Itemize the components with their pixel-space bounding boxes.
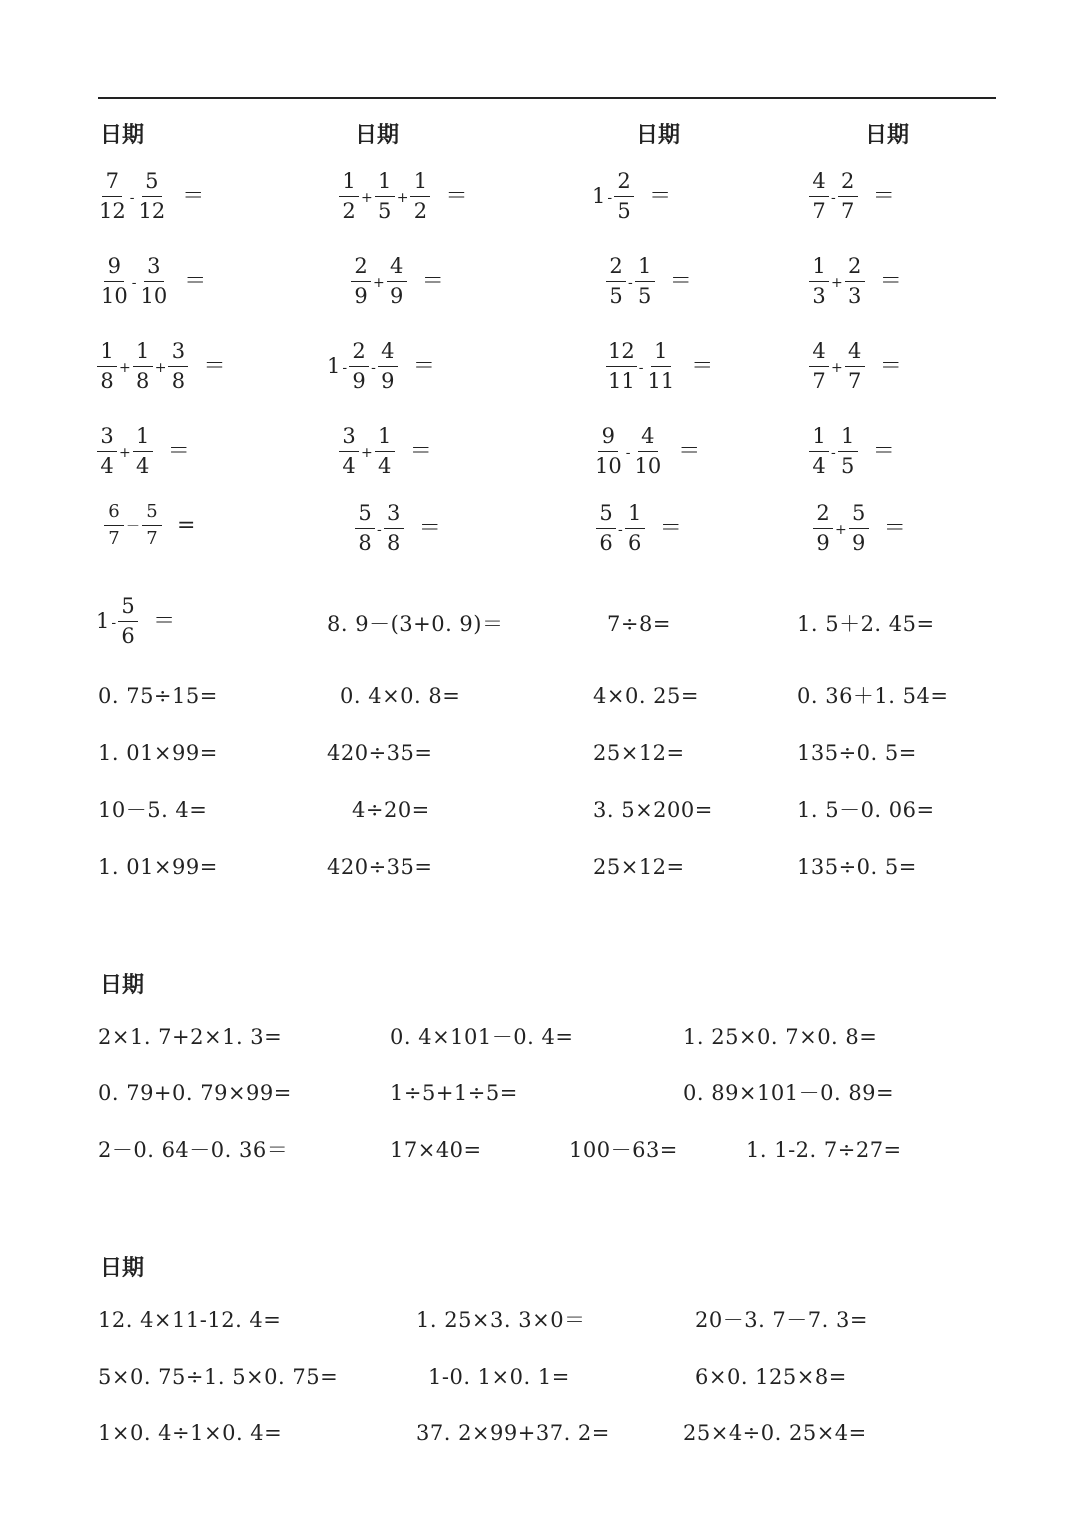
numerator: 1: [809, 256, 829, 282]
denominator: 5: [609, 284, 623, 308]
equals-sign: ＝: [153, 608, 176, 634]
denominator: 9: [352, 369, 366, 393]
fraction: [375, 426, 395, 477]
numerator: 5: [118, 596, 138, 622]
fraction: [339, 426, 359, 477]
denominator: 6: [599, 531, 613, 555]
denominator: 8: [387, 531, 401, 555]
operator: -: [129, 189, 135, 206]
exercise: 0. 36＋1. 54=: [797, 684, 949, 708]
numerator: 3: [384, 503, 404, 529]
numerator: 2: [845, 256, 865, 282]
fraction: [104, 503, 124, 548]
denominator: 7: [812, 369, 826, 393]
denominator: 12: [99, 199, 126, 223]
exercise: 7÷8=: [607, 612, 671, 636]
numerator: 4: [809, 341, 829, 367]
fraction: [378, 341, 398, 392]
operator: -: [831, 444, 836, 461]
operator: +: [831, 274, 843, 291]
equals-sign: ＝: [203, 353, 226, 379]
numerator: 2: [838, 171, 858, 197]
numerator: 5: [849, 503, 869, 529]
denominator: 7: [812, 199, 826, 223]
numerator: 3: [97, 426, 117, 452]
numerator: 2: [606, 256, 626, 282]
operator: -: [342, 359, 348, 376]
fraction: [168, 341, 188, 392]
exercise: 4×0. 25=: [593, 684, 699, 708]
fraction: [387, 256, 407, 307]
fraction: [809, 341, 829, 392]
fraction-exercise: [96, 171, 204, 222]
fraction-exercise: [338, 171, 467, 222]
fraction: [593, 426, 624, 477]
exercise: 8. 9－(3+0. 9)＝: [327, 612, 504, 636]
fraction: [645, 341, 676, 392]
denominator: 2: [413, 199, 428, 223]
numerator: 2: [349, 341, 369, 367]
equals-sign: ＝: [167, 438, 190, 464]
equals-sign: =: [177, 512, 196, 538]
exercise: 100－63=: [569, 1138, 678, 1162]
exercise: 135÷0. 5=: [797, 741, 917, 765]
numerator: 4: [378, 341, 398, 367]
exercise: 0. 75÷15=: [98, 684, 218, 708]
fraction-exercise: [96, 426, 190, 477]
denominator: 4: [812, 454, 826, 478]
operator: -: [625, 444, 631, 461]
fraction: [845, 256, 865, 307]
exercise: 0. 4×101－0. 4=: [390, 1025, 574, 1049]
fraction: [136, 171, 167, 222]
exercise: 17×40=: [390, 1138, 482, 1162]
equals-sign: ＝: [678, 438, 701, 464]
equals-sign: ＝: [872, 183, 895, 209]
numerator: 4: [845, 341, 865, 367]
fraction: [118, 596, 138, 647]
exercise: 12. 4×11-12. 4=: [98, 1308, 282, 1332]
numerator: 2: [614, 171, 634, 197]
numerator: 7: [102, 171, 122, 197]
denominator: 10: [140, 284, 168, 308]
numerator: 3: [144, 256, 164, 282]
operator: -: [607, 189, 613, 206]
fraction: [133, 426, 153, 477]
numerator: 5: [355, 503, 375, 529]
fraction-exercise: [96, 596, 175, 647]
operator: -: [111, 614, 117, 631]
fraction: [635, 256, 655, 307]
numerator: 3: [339, 426, 359, 452]
fraction: [97, 426, 117, 477]
denominator: 4: [100, 454, 114, 478]
exercise: 1÷5+1÷5=: [390, 1081, 518, 1105]
denominator: 10: [634, 454, 662, 478]
top-rule: [98, 97, 996, 99]
denominator: 10: [101, 284, 128, 308]
exercise: 1. 01×99=: [98, 741, 218, 765]
numerator: 6: [104, 503, 124, 526]
denominator: 5: [617, 199, 631, 223]
denominator: 6: [628, 531, 642, 555]
exercise: 420÷35=: [327, 741, 433, 765]
equals-sign: ＝: [409, 438, 432, 464]
denominator: 8: [171, 369, 186, 393]
fraction-exercise: [808, 171, 895, 222]
denominator: 11: [647, 369, 675, 393]
fraction: [838, 426, 858, 477]
fraction-exercise: [327, 341, 435, 392]
date-label: 日期: [100, 973, 145, 998]
numerator: 2: [813, 503, 833, 529]
numerator: 1: [838, 426, 858, 452]
operator: -: [638, 359, 644, 376]
operator: +: [835, 521, 847, 538]
denominator: 8: [100, 369, 114, 393]
fraction-exercise: [592, 171, 671, 222]
denominator: 7: [848, 369, 862, 393]
denominator: 9: [381, 369, 395, 393]
equals-sign: ＝: [445, 183, 468, 209]
whole-number: 1: [327, 354, 341, 378]
fraction-exercise: [812, 503, 906, 554]
numerator: 1: [809, 426, 829, 452]
operator: －: [126, 518, 140, 535]
fraction: [349, 341, 369, 392]
date-label: 日期: [355, 123, 400, 148]
fraction: [351, 256, 371, 307]
numerator: 1: [133, 341, 153, 367]
exercise: 420÷35=: [327, 855, 433, 879]
denominator: 8: [358, 531, 372, 555]
fraction-exercise: [605, 256, 692, 307]
fraction-exercise: [96, 341, 225, 392]
whole-number: 1: [592, 184, 606, 208]
denominator: 4: [342, 454, 356, 478]
denominator: 12: [138, 199, 166, 223]
fraction: [97, 341, 117, 392]
fraction: [410, 171, 430, 222]
operator: -: [377, 521, 382, 538]
fraction: [614, 171, 634, 222]
equals-sign: ＝: [659, 515, 682, 541]
fraction: [809, 256, 829, 307]
fraction: [813, 503, 833, 554]
equals-sign: ＝: [669, 268, 692, 294]
equals-sign: ＝: [418, 515, 441, 541]
operator: +: [119, 444, 131, 461]
fraction: [809, 426, 829, 477]
numerator: 5: [142, 171, 162, 197]
denominator: 4: [136, 454, 150, 478]
numerator: 4: [809, 171, 829, 197]
exercise: 1. 01×99=: [98, 855, 218, 879]
operator: +: [154, 359, 167, 376]
fraction-exercise: [98, 256, 206, 307]
numerator: 3: [168, 341, 188, 367]
numerator: 1: [635, 256, 655, 282]
operator: -: [628, 274, 633, 291]
operator: +: [373, 274, 385, 291]
fraction: [596, 503, 616, 554]
fraction-exercise: [808, 256, 902, 307]
exercise: 1. 25×0. 7×0. 8=: [683, 1025, 878, 1049]
date-label: 日期: [100, 123, 145, 148]
fraction-exercise: [350, 256, 444, 307]
fraction: [355, 503, 375, 554]
denominator: 8: [136, 369, 150, 393]
operator: +: [831, 359, 843, 376]
numerator: 9: [598, 426, 618, 452]
fraction: [845, 341, 865, 392]
exercise: 25×12=: [593, 741, 685, 765]
fraction: [142, 503, 162, 548]
numerator: 1: [133, 426, 153, 452]
operator: +: [361, 444, 373, 461]
denominator: 9: [852, 531, 866, 555]
denominator: 5: [638, 284, 652, 308]
fraction: [138, 256, 169, 307]
equals-sign: ＝: [883, 515, 906, 541]
exercise: 1×0. 4÷1×0. 4=: [98, 1421, 283, 1445]
exercise: 1. 5－0. 06=: [797, 798, 935, 822]
fraction: [606, 256, 626, 307]
fraction-exercise: [354, 503, 441, 554]
exercise: 0. 4×0. 8=: [340, 684, 461, 708]
exercise: 37. 2×99+37. 2=: [416, 1421, 610, 1445]
equals-sign: ＝: [182, 183, 205, 209]
denominator: 5: [841, 454, 855, 478]
numerator: 12: [606, 341, 637, 367]
equals-sign: ＝: [872, 438, 895, 464]
denominator: 5: [378, 199, 392, 223]
exercise: 1. 5＋2. 45=: [797, 612, 935, 636]
exercise: 10－5. 4=: [98, 798, 208, 822]
operator: +: [119, 359, 131, 376]
denominator: 6: [121, 624, 135, 648]
denominator: 3: [848, 284, 862, 308]
exercise: 25×4÷0. 25×4=: [683, 1421, 867, 1445]
fraction: [97, 171, 128, 222]
equals-sign: ＝: [421, 268, 444, 294]
numerator: 4: [638, 426, 658, 452]
fraction: [384, 503, 404, 554]
exercise: 6×0. 125×8=: [695, 1365, 847, 1389]
date-label: 日期: [100, 1256, 145, 1281]
numerator: 1: [375, 426, 395, 452]
fraction: [339, 171, 359, 222]
numerator: 9: [104, 256, 124, 282]
denominator: 7: [841, 199, 855, 223]
numerator: 5: [142, 503, 162, 526]
exercise: 20－3. 7－7. 3=: [695, 1308, 868, 1332]
fraction: [849, 503, 869, 554]
equals-sign: ＝: [691, 353, 714, 379]
exercise: 1-0. 1×0. 1=: [428, 1365, 570, 1389]
fraction: [375, 171, 395, 222]
operator: -: [131, 274, 137, 291]
fraction: [632, 426, 663, 477]
equals-sign: ＝: [184, 268, 207, 294]
numerator: 4: [387, 256, 407, 282]
fraction-exercise: [808, 426, 895, 477]
exercise: 4÷20=: [352, 798, 430, 822]
fraction: [809, 171, 829, 222]
equals-sign: ＝: [412, 353, 435, 379]
exercise: 1. 25×3. 3×0＝: [416, 1308, 586, 1332]
date-label: 日期: [865, 123, 910, 148]
exercise: 135÷0. 5=: [797, 855, 917, 879]
fraction-exercise: [103, 503, 195, 548]
fraction-exercise: [808, 341, 902, 392]
numerator: 1: [625, 503, 645, 529]
fraction-exercise: [338, 426, 432, 477]
fraction-exercise: [605, 341, 713, 392]
exercise: 0. 89×101－0. 89=: [683, 1081, 895, 1105]
denominator: 2: [342, 199, 356, 223]
date-label: 日期: [636, 123, 681, 148]
fraction: [625, 503, 645, 554]
operator: +: [396, 189, 409, 206]
numerator: 1: [339, 171, 359, 197]
equals-sign: ＝: [879, 353, 902, 379]
fraction: [99, 256, 130, 307]
numerator: 1: [651, 341, 671, 367]
operator: -: [371, 359, 376, 376]
denominator: 11: [608, 369, 635, 393]
exercise: 1. 1-2. 7÷27=: [746, 1138, 902, 1162]
exercise: 0. 79+0. 79×99=: [98, 1081, 292, 1105]
denominator: 9: [816, 531, 830, 555]
equals-sign: ＝: [649, 183, 672, 209]
denominator: 7: [108, 528, 120, 549]
exercise: 25×12=: [593, 855, 685, 879]
operator: -: [618, 521, 623, 538]
equals-sign: ＝: [879, 268, 902, 294]
denominator: 10: [595, 454, 622, 478]
denominator: 9: [390, 284, 404, 308]
denominator: 4: [378, 454, 392, 478]
numerator: 1: [410, 171, 430, 197]
operator: +: [361, 189, 373, 206]
fraction: [838, 171, 858, 222]
fraction: [606, 341, 637, 392]
whole-number: 1: [96, 609, 110, 633]
exercise: 3. 5×200=: [593, 798, 713, 822]
operator: -: [831, 189, 836, 206]
numerator: 2: [351, 256, 371, 282]
exercise: 5×0. 75÷1. 5×0. 75=: [98, 1365, 339, 1389]
exercise: 2－0. 64－0. 36＝: [98, 1138, 289, 1162]
fraction-exercise: [595, 503, 682, 554]
fraction-exercise: [592, 426, 700, 477]
denominator: 3: [812, 284, 826, 308]
numerator: 1: [375, 171, 395, 197]
denominator: 7: [146, 528, 158, 549]
fraction: [133, 341, 153, 392]
numerator: 1: [97, 341, 117, 367]
numerator: 5: [596, 503, 616, 529]
exercise: 2×1. 7+2×1. 3=: [98, 1025, 283, 1049]
denominator: 9: [354, 284, 368, 308]
